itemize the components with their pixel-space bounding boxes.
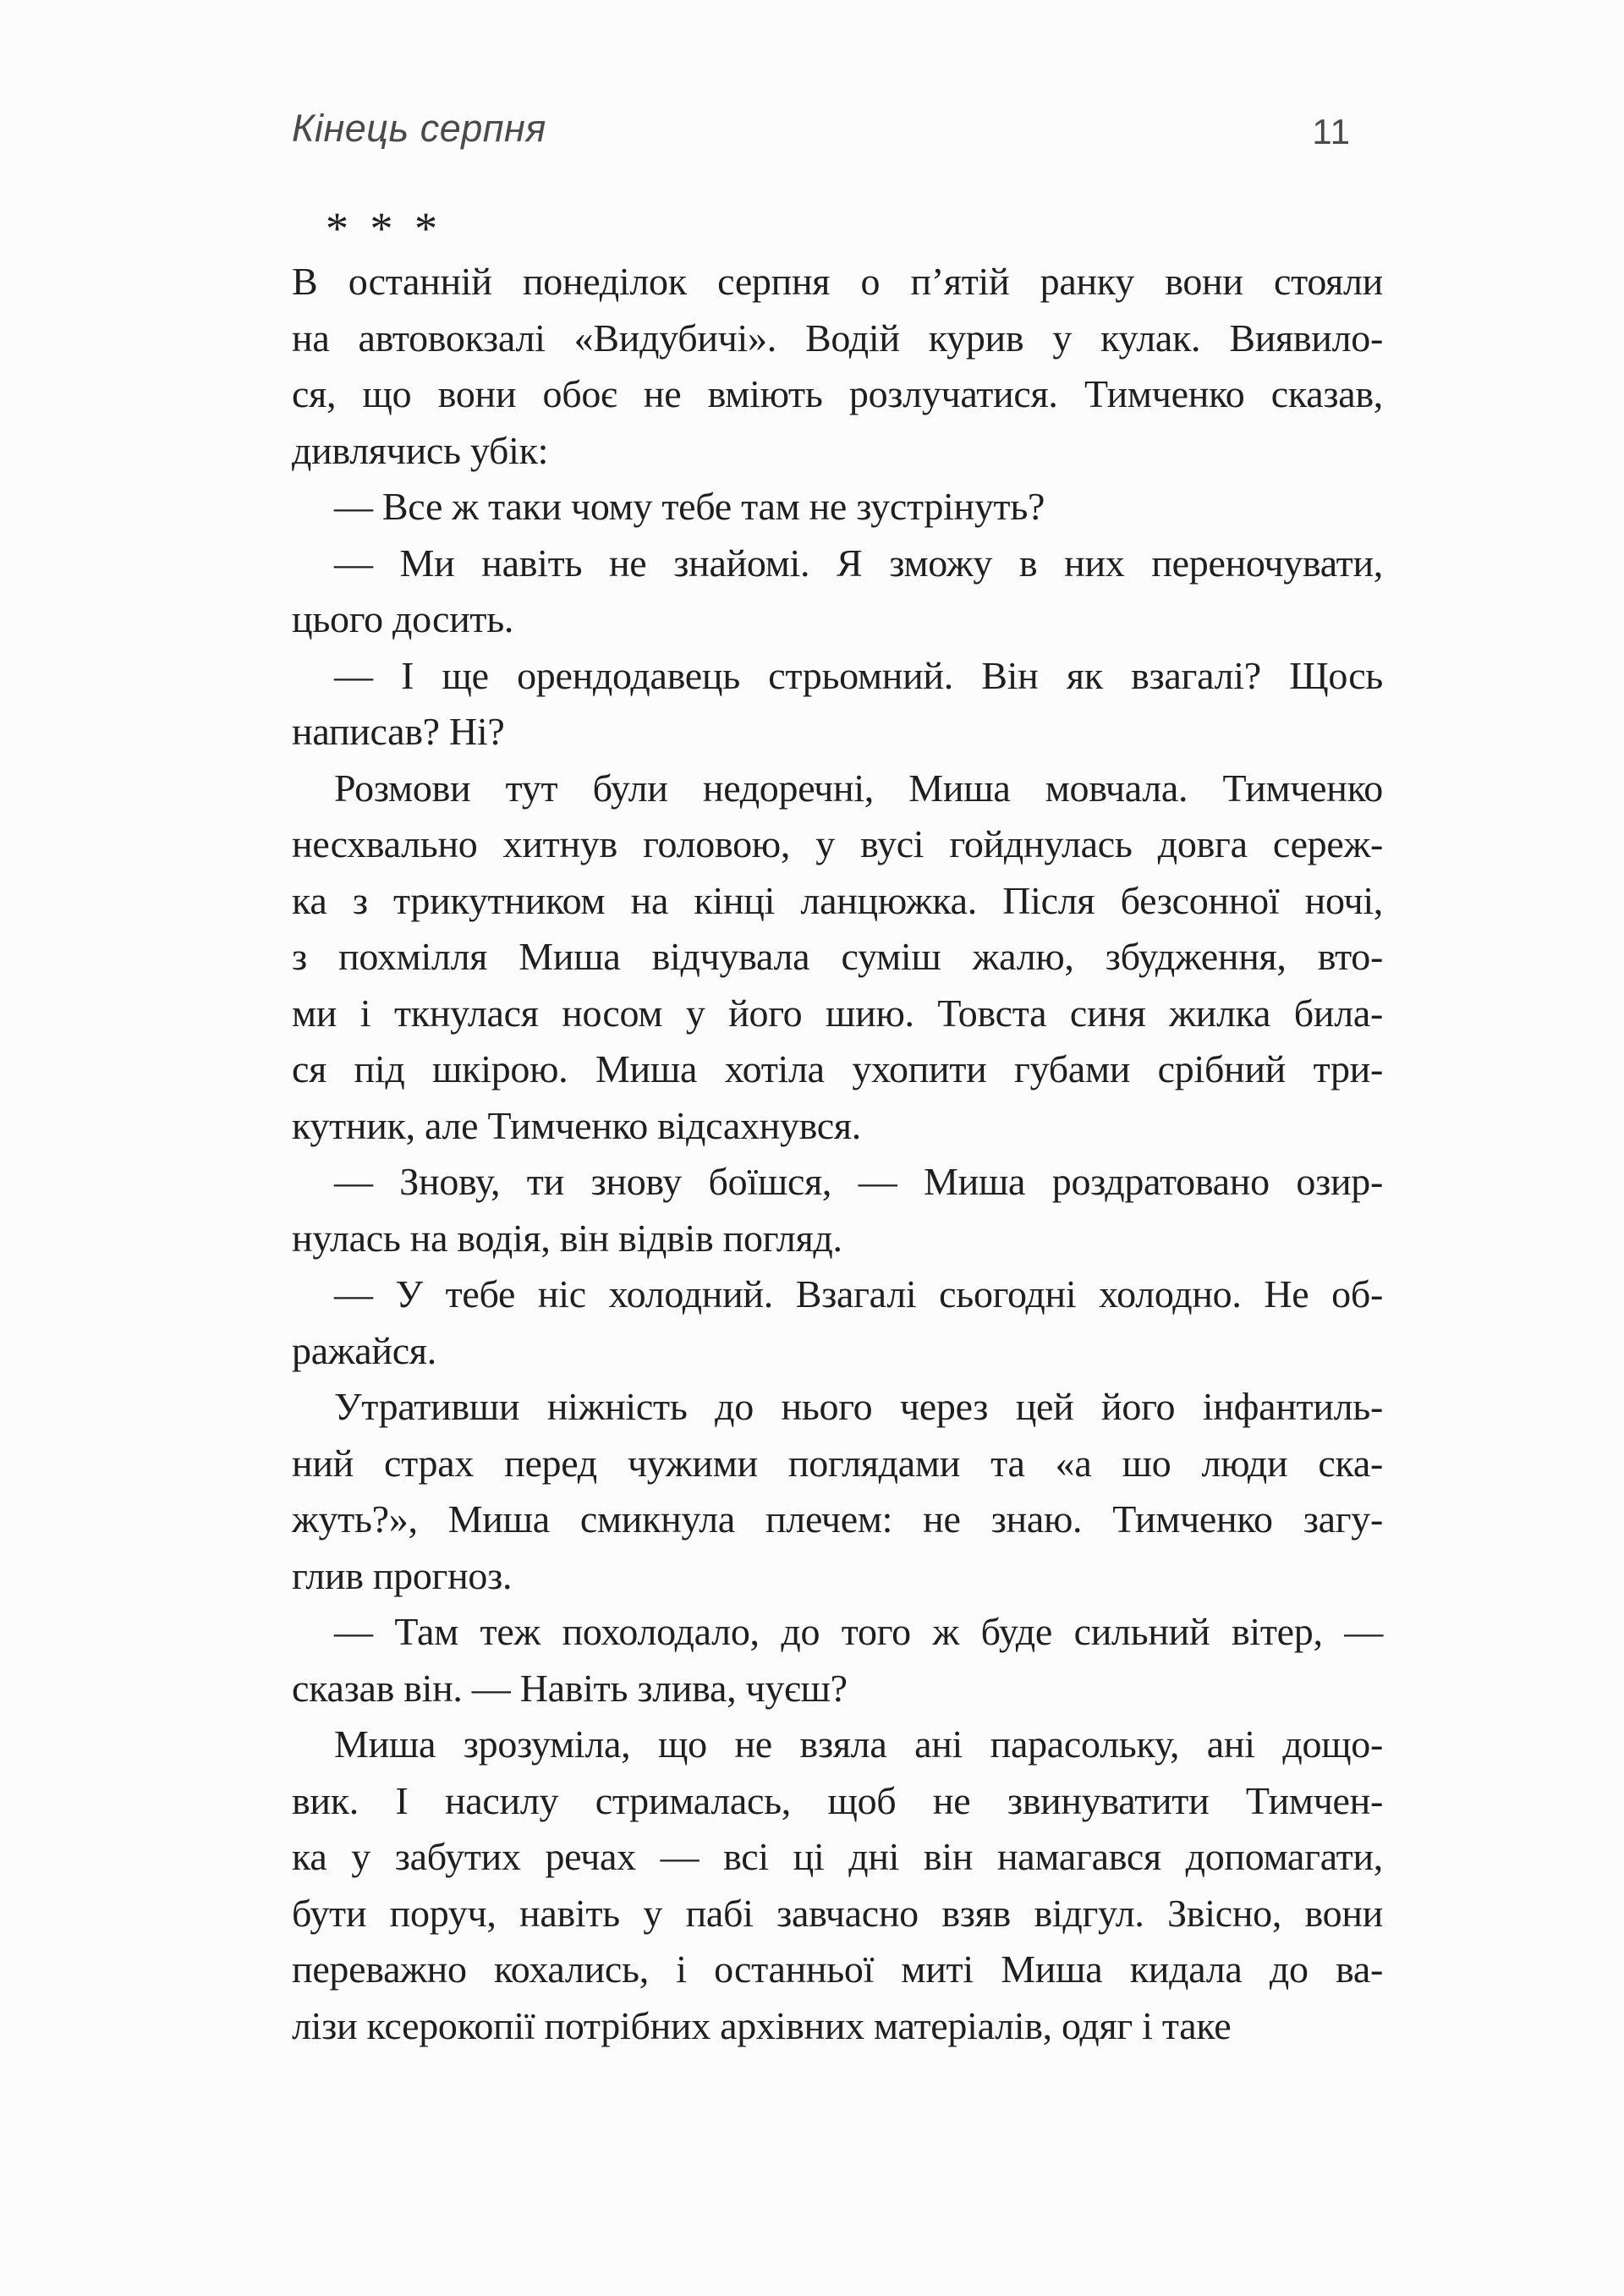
paragraph — [292, 648, 1383, 761]
paragraph — [292, 1604, 1383, 1717]
paragraph — [292, 1717, 1383, 2054]
paragraph — [292, 536, 1383, 648]
paragraph — [292, 761, 1383, 1155]
text-line: несхвально хитнув головою, у вусі гойднулась довга сереж- — [292, 822, 1383, 865]
text-line: — Там теж похолодало, до того ж буде сильний вітер, — — [334, 1610, 1383, 1653]
text-line: — У тебе ніс холодний. Взагалі сьогодні холодно. Не об- — [334, 1272, 1383, 1316]
text-line: ний страх перед чужими поглядами та «а шо люди ска- — [292, 1441, 1383, 1485]
text-line: — Все ж таки чому тебе там не зустрінуть? — [334, 485, 1045, 528]
text-line: лізи ксерокопії потрібних архівних матеріалів, одяг і таке — [292, 2003, 1232, 2047]
text-line: дивлячись убік: — [292, 428, 549, 472]
text-line: Миша зрозуміла, що не взяла ані парасольку, ані дощо- — [334, 1722, 1383, 1766]
text-line: нулась на водія, він відвів погляд. — [292, 1216, 842, 1260]
text-line: кутник, але Тимченко відсахнувся. — [292, 1103, 861, 1147]
text-line: сказав він. — Навіть злива, чуєш? — [292, 1666, 848, 1710]
text-line: В останній понеділок серпня о п’ятій ранку вони стояли — [292, 260, 1383, 303]
page-number: 11 — [1312, 112, 1351, 151]
text-line: написав? Ні? — [292, 710, 505, 753]
paragraph — [292, 1154, 1383, 1266]
text-line: жуть?», Миша смикнула плечем: не знаю. Тимченко загу- — [292, 1497, 1383, 1541]
text-line: ражайся. — [292, 1328, 436, 1372]
text-line: глив прогноз. — [292, 1553, 513, 1597]
section-separator: * * * — [326, 203, 442, 254]
text-line: ка у забутих речах — всі ці дні він намагався допомагати, — [292, 1835, 1383, 1878]
text-line: переважно кохались, і останньої миті Миша кидала до ва- — [292, 1947, 1383, 1991]
paragraph — [292, 479, 1383, 536]
text-line: — Ми навіть не знайомі. Я зможу в них переночувати, — [334, 541, 1383, 585]
text-line: ка з трикутником на кінці ланцюжка. Після безсонної ночі, — [292, 878, 1383, 922]
running-header-title: Кінець серпня — [292, 107, 546, 150]
text-line: Утративши ніжність до нього через цей його інфантиль- — [334, 1385, 1383, 1428]
text-line: — Знову, ти знову боїшся, — Миша роздратовано озир- — [334, 1160, 1383, 1203]
text-line: — І ще орендодавець стрьомний. Він як взагалі? Щось — [334, 653, 1383, 697]
text-line: ся під шкірою. Миша хотіла ухопити губами срібний три- — [292, 1047, 1383, 1090]
paragraph — [292, 1379, 1383, 1604]
text-line: цього досить. — [292, 597, 514, 640]
text-line: вик. І насилу стрималась, щоб не звинуватити Тимчен- — [292, 1778, 1383, 1822]
text-line: бути поруч, навіть у пабі завчасно взяв відгул. Звісно, вони — [292, 1891, 1383, 1935]
text-line: ся, що вони обоє не вміють розлучатися. Тимченко сказав, — [292, 372, 1383, 415]
body-text — [292, 254, 1383, 2054]
text-line: ми і ткнулася носом у його шию. Товста синя жилка била- — [292, 991, 1383, 1035]
text-line: Розмови тут були недоречні, Миша мовчала. Тимченко — [334, 766, 1383, 810]
paragraph — [292, 254, 1383, 479]
text-line: на автовокзалі «Видубичі». Водій курив у кулак. Виявило- — [292, 316, 1383, 360]
text-line: з похмілля Миша відчувала суміш жалю, збудження, вто- — [292, 935, 1383, 978]
paragraph — [292, 1266, 1383, 1379]
